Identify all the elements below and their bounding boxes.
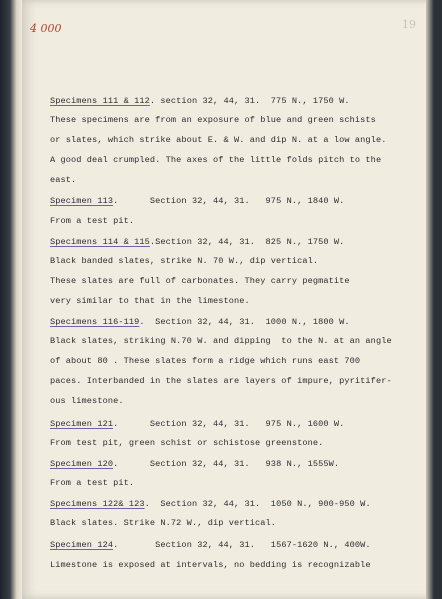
line-text: These specimens are from an exposure of blue and green schists: [50, 115, 376, 125]
line-text: Black slates. Strike N.72 W., dip vertical.: [50, 518, 277, 528]
line-text: .Section 32, 44, 31. 825 N., 1750 W.: [149, 237, 345, 247]
line-text: . Section 32, 44, 31. 1050 N., 900-950 W.: [144, 499, 371, 509]
specimen-entry-line: [50, 237, 344, 248]
specimen-heading: Specimens 122& 123: [50, 499, 145, 509]
specimen-entry-line: [50, 96, 350, 107]
text-line: [50, 216, 134, 227]
text-line: [50, 438, 323, 449]
line-text: From a test pit.: [50, 216, 135, 226]
page-edge: [426, 0, 434, 599]
specimen-entry-line: [50, 540, 371, 551]
specimen-entry-line: [50, 196, 344, 207]
text-line: [50, 276, 350, 287]
specimen-entry-line: [50, 499, 371, 510]
specimen-entry-line: [50, 419, 344, 430]
text-line: [50, 560, 371, 571]
text-line: [50, 336, 392, 347]
specimen-heading: Specimen 120: [50, 459, 114, 469]
text-line: [50, 155, 381, 166]
line-text: Limestone is exposed at intervals, no bedding is recognizable: [50, 560, 371, 570]
book-spine: [0, 0, 22, 599]
line-text: From a test pit.: [50, 478, 135, 488]
specimen-heading: Specimen 121: [50, 419, 114, 429]
specimen-heading: Specimens 111 & 112: [50, 96, 150, 106]
page-number: 19: [402, 18, 416, 31]
specimen-heading: Specimens 114 & 115: [50, 237, 150, 247]
line-text: From test pit, green schist or schistose greenstone.: [50, 438, 324, 448]
line-text: . section 32, 44, 31. 775 N., 1750 W.: [149, 96, 350, 106]
specimen-heading: Specimen 124: [50, 540, 114, 550]
text-line: [50, 356, 360, 367]
line-text: . Section 32, 44, 31. 1567-1620 N., 400W.: [113, 540, 371, 550]
text-line: [50, 256, 318, 267]
line-text: Black banded slates, strike N. 70 W., dip vertical.: [50, 256, 319, 266]
specimen-entry-line: [50, 459, 339, 470]
specimen-heading: Specimen 113: [50, 196, 114, 206]
text-line: [50, 518, 276, 529]
line-text: . Section 32, 44, 31. 938 N., 1555W.: [113, 459, 340, 469]
line-text: Black slates, striking N.70 W. and dipping to the N. at an angle: [50, 336, 392, 346]
line-text: very similar to that in the limestone.: [50, 296, 250, 306]
line-text: . Section 32, 44, 31. 975 N., 1600 W.: [113, 419, 345, 429]
line-text: paces. Interbanded in the slates are layers of impure, pyritifer-: [50, 376, 392, 386]
line-text: . Section 32, 44, 31. 975 N., 1840 W.: [113, 196, 345, 206]
line-text: or slates, which strike about E. & W. and dip N. at a low angle.: [50, 135, 387, 145]
line-text: east.: [50, 175, 77, 185]
line-text: ous limestone.: [50, 396, 124, 406]
text-line: [50, 175, 76, 186]
line-text: These slates are full of carbonates. They carry pegmatite: [50, 276, 350, 286]
text-line: [50, 135, 386, 146]
specimen-heading: Specimens 116-119: [50, 317, 140, 327]
text-line: [50, 296, 250, 307]
specimen-entry-line: [50, 317, 350, 328]
line-text: . Section 32, 44, 31. 1000 N., 1800 W.: [139, 317, 350, 327]
text-line: [50, 115, 376, 126]
line-text: A good deal crumpled. The axes of the little folds pitch to the: [50, 155, 382, 165]
text-line: [50, 396, 124, 407]
text-line: [50, 478, 134, 489]
text-line: [50, 376, 392, 387]
line-text: of about 80 . These slates form a ridge which runs east 700: [50, 356, 361, 366]
page-marker: 4 000: [30, 22, 62, 35]
